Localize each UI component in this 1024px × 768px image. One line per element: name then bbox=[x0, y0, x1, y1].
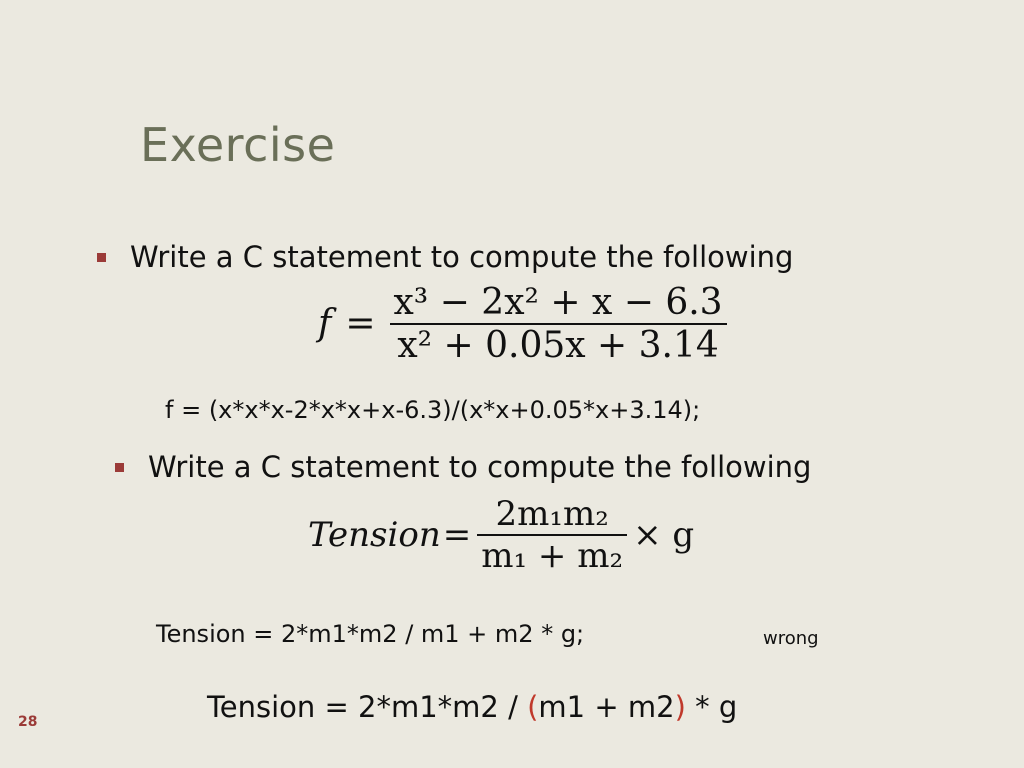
formula-1 bbox=[318, 282, 727, 366]
formula-2-tail: × g bbox=[633, 514, 695, 555]
close-paren: ) bbox=[674, 690, 686, 724]
code-answer-1: f = (x*x*x-2*x*x+x-6.3)/(x*x+0.05*x+3.14); bbox=[165, 396, 701, 424]
formula-1-fraction bbox=[390, 282, 727, 366]
bullet-1 bbox=[97, 240, 793, 274]
code3-middle: m1 + m2 bbox=[538, 690, 675, 724]
formula-2-fraction bbox=[477, 494, 627, 576]
square-bullet-icon bbox=[115, 463, 124, 472]
bullet-2 bbox=[115, 450, 811, 484]
formula-1-lhs: f bbox=[318, 303, 332, 345]
code-answer-correct bbox=[207, 690, 737, 724]
page-number: 28 bbox=[18, 714, 38, 730]
code3-prefix: Tension = 2*m1*m2 / bbox=[207, 690, 528, 724]
formula-2-equals: = bbox=[442, 514, 472, 555]
formula-2-denominator: m₁ + m₂ bbox=[481, 535, 624, 576]
bullet-2-text: Write a C statement to compute the following bbox=[148, 450, 812, 484]
formula-2-lhs: Tension bbox=[308, 514, 441, 555]
code3-suffix: * g bbox=[685, 690, 738, 724]
bullet-1-text: Write a C statement to compute the following bbox=[130, 240, 794, 274]
square-bullet-icon bbox=[97, 253, 106, 262]
formula-1-denominator: x² + 0.05x + 3.14 bbox=[397, 324, 719, 366]
code-answer-wrong: Tension = 2*m1*m2 / m1 + m2 * g; bbox=[156, 620, 585, 648]
wrong-label: wrong bbox=[763, 628, 819, 649]
open-paren: ( bbox=[527, 690, 539, 724]
formula-2 bbox=[308, 494, 694, 576]
slide-title: Exercise bbox=[140, 118, 336, 172]
formula-1-equals: = bbox=[345, 303, 376, 345]
formula-2-numerator: 2m₁m₂ bbox=[495, 494, 609, 534]
formula-1-numerator: x³ − 2x² + x − 6.3 bbox=[393, 282, 723, 323]
